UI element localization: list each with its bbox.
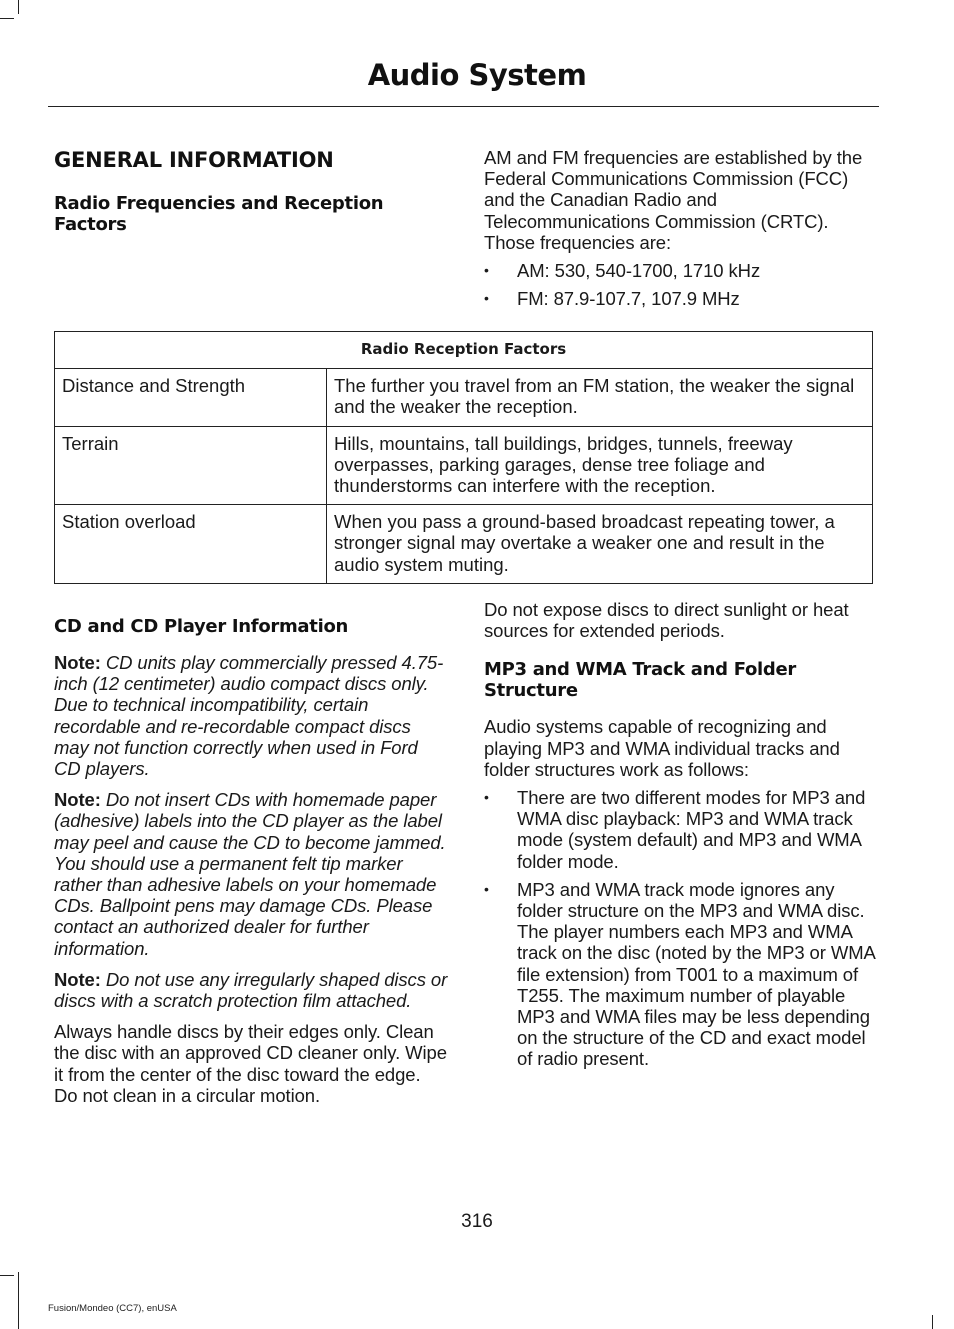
subsection-heading: CD and CD Player Information xyxy=(54,616,349,637)
note-label: Note: xyxy=(54,652,101,673)
handling-paragraph: Always handle discs by their edges only. Clean the disc with an approved CD cleaner only. Wipe it from the center of the disc toward the edge. Do not clean in a circular motion. xyxy=(54,1021,447,1106)
sunlight-paragraph: Do not expose discs to direct sunlight or heat sources for extended periods. xyxy=(484,599,849,642)
cd-info-block xyxy=(54,616,448,1106)
table-row xyxy=(55,505,873,584)
list-item: • MP3 and WMA track mode ignores any folder structure on the MP3 and WMA disc. The player numbers each MP3 and WMA track on the disc (noted by the MP3 or WMA file extension) from T001 to a maximum of T255. The maximum number of playable MP3 and WMA files may be less depending on the structure of the CD and exact model of radio present. xyxy=(484,879,876,1070)
crop-mark xyxy=(0,1275,14,1276)
section-heading: GENERAL INFORMATION xyxy=(54,148,334,172)
subsection-heading: Radio Frequencies and Reception Factors xyxy=(54,193,384,235)
note-paragraph xyxy=(54,652,448,779)
note-label: Note: xyxy=(54,789,101,811)
frequency-list xyxy=(484,260,876,309)
note-paragraph xyxy=(54,969,448,1011)
crop-mark xyxy=(0,18,14,19)
table-cell-description: The further you travel from an FM station, the weaker the signal and the weaker the reception. xyxy=(327,369,873,426)
note-text: Do not use any irregularly shaped discs or discs with a scratch protection film attached. xyxy=(54,968,448,1012)
table-cell-description: Hills, mountains, tall buildings, bridges, tunnels, freeway overpasses, parking garages, dense tree foliage and thunderstorms can interfere with the reception. xyxy=(327,426,873,505)
general-info-block xyxy=(54,148,446,235)
note-text: Do not insert CDs with homemade paper (adhesive) labels into the CD player as the label may peel and cause the CD to become jammed. You should use a permanent felt tip marker rather than adhesive labels on your homemade CDs. Ballpoint pens may damage CDs. Please contact an authorized dealer for further information. xyxy=(54,789,446,959)
table-cell-factor: Station overload xyxy=(55,505,327,584)
mp3-intro: Audio systems capable of recognizing and playing MP3 and WMA individual tracks and folder structures work as follows: xyxy=(484,716,840,780)
page-title: Audio System xyxy=(367,58,587,92)
list-item: • FM: 87.9-107.7, 107.9 MHz xyxy=(484,288,876,309)
crop-mark xyxy=(18,0,19,14)
crop-mark xyxy=(18,1272,19,1329)
list-item: • There are two different modes for MP3 and WMA disc playback: MP3 and WMA track mode (system default) and MP3 and WMA folder mode. xyxy=(484,787,876,872)
header-rule xyxy=(48,106,879,107)
crop-mark xyxy=(932,1315,933,1329)
mp3-list xyxy=(484,787,876,1070)
list-item: • AM: 530, 540-1700, 1710 kHz xyxy=(484,260,876,281)
table-cell-factor: Terrain xyxy=(55,426,327,505)
note-text: CD units play commercially pressed 4.75-inch (12 centimeter) audio compact discs only. Due to technical incompatibility, certain recordable and re-recordable compact discs may not function correctly when used in Ford CD players. xyxy=(54,652,444,780)
table-row xyxy=(55,369,873,426)
table-title: Radio Reception Factors xyxy=(55,332,873,369)
note-paragraph xyxy=(54,789,448,959)
frequencies-intro: AM and FM frequencies are established by the Federal Communications Commission (FCC) and the Canadian Radio and Telecommunications Commission (CRTC). Those frequencies are: xyxy=(484,147,863,253)
note-label: Note: xyxy=(54,968,101,990)
frequencies-block xyxy=(484,147,876,309)
reception-factors-table xyxy=(54,331,873,584)
page-number: 316 xyxy=(461,1211,493,1232)
footer-identifier: Fusion/Mondeo (CC7), enUSA xyxy=(48,1303,177,1314)
subsection-heading: MP3 and WMA Track and Folder Structure xyxy=(484,659,796,702)
table-cell-description: When you pass a ground-based broadcast repeating tower, a stronger signal may overtake a weaker one and result in the audio system muting. xyxy=(327,505,873,584)
mp3-block xyxy=(484,599,876,1070)
table-row xyxy=(55,426,873,505)
table-cell-factor: Distance and Strength xyxy=(55,369,327,426)
